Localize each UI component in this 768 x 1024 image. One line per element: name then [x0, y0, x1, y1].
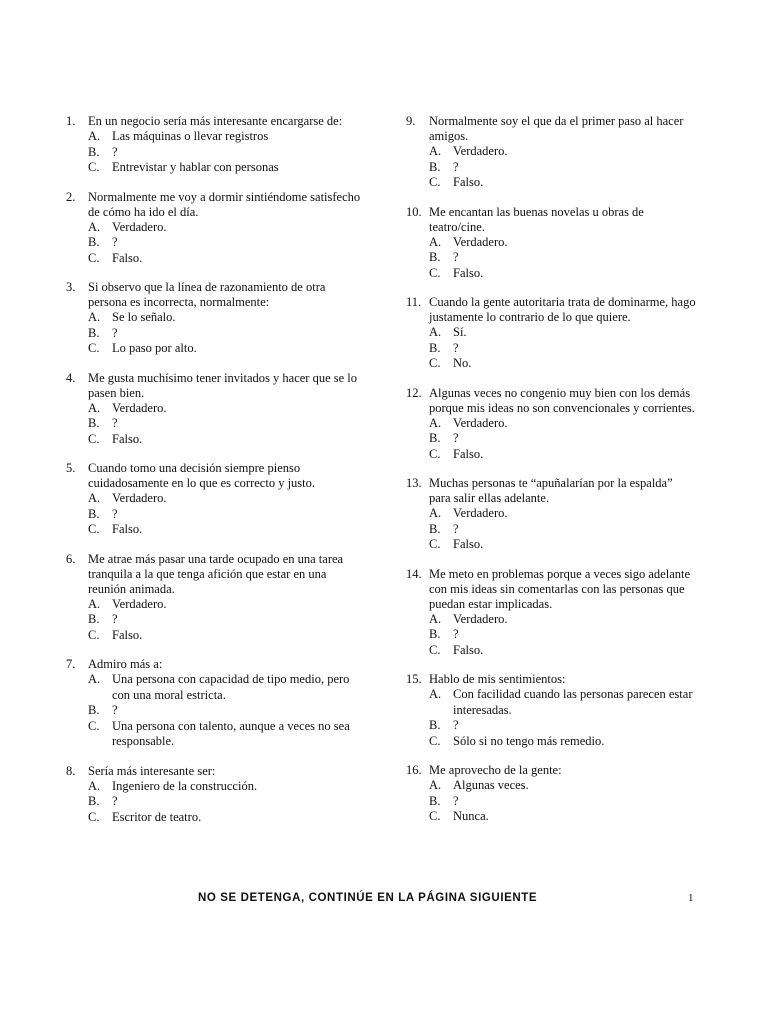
option-letter: A. — [88, 129, 101, 143]
option-text: Una persona con talento, aunque a veces no sea responsable. — [112, 718, 350, 748]
question-stem — [66, 552, 366, 597]
answer-option — [88, 810, 366, 826]
question-number: 16. — [406, 763, 422, 777]
answer-option — [88, 597, 366, 613]
option-letter: B. — [88, 144, 100, 159]
answer-option — [429, 794, 696, 810]
question-number: 3. — [66, 280, 76, 294]
option-text: Verdadero. — [112, 491, 167, 505]
option-text: Falso. — [453, 642, 484, 657]
question-item — [66, 280, 366, 357]
question-item — [66, 764, 366, 826]
option-letter: B. — [88, 325, 100, 340]
question-item — [406, 672, 696, 749]
option-text: No. — [453, 356, 472, 370]
questions-right-column — [406, 114, 696, 839]
option-text: Falso. — [453, 175, 484, 189]
question-number: 12. — [406, 385, 422, 400]
option-text: ? — [453, 431, 459, 445]
option-letter: B. — [429, 340, 441, 355]
option-letter: A. — [429, 325, 442, 339]
option-text: Las máquinas o llevar registros — [112, 129, 269, 143]
question-stem — [406, 763, 696, 778]
answer-option — [88, 794, 366, 810]
option-letter: A. — [429, 687, 442, 701]
answer-option — [88, 612, 366, 628]
answer-option — [88, 628, 366, 644]
option-text: ? — [112, 325, 118, 340]
answer-option — [88, 703, 366, 719]
option-letter: C. — [88, 627, 100, 642]
option-text: Ingeniero de la construcción. — [112, 778, 258, 793]
answer-option — [88, 779, 366, 795]
option-letter: B. — [429, 521, 441, 536]
option-text: Lo paso por alto. — [112, 341, 197, 355]
option-text: Falso. — [453, 446, 484, 461]
option-text: ? — [112, 794, 118, 808]
question-number: 9. — [406, 114, 416, 128]
question-stem — [406, 386, 696, 416]
option-letter: B. — [88, 612, 100, 626]
answer-option — [429, 325, 696, 341]
question-stem — [406, 205, 696, 235]
question-item — [406, 476, 696, 553]
option-text: Falso. — [112, 627, 143, 642]
question-text: En un negocio sería más interesante encargarse de: — [88, 114, 343, 128]
question-item — [66, 552, 366, 644]
option-letter: A. — [429, 144, 442, 158]
answer-option — [429, 175, 696, 191]
question-number: 14. — [406, 566, 422, 581]
question-stem — [66, 461, 366, 491]
option-text: Verdadero. — [453, 234, 508, 249]
question-item — [406, 567, 696, 659]
question-stem — [406, 672, 696, 687]
option-letter: A. — [429, 415, 442, 430]
option-letter: B. — [429, 159, 441, 174]
option-text: Falso. — [453, 265, 484, 280]
option-text: ? — [453, 793, 459, 808]
option-text: ? — [453, 627, 459, 641]
answer-option — [88, 235, 366, 251]
answer-option — [429, 266, 696, 282]
option-letter: C. — [88, 431, 100, 446]
answer-option — [88, 491, 366, 507]
answer-option — [429, 643, 696, 659]
answer-option — [429, 809, 696, 825]
question-stem — [66, 114, 366, 129]
option-text: ? — [453, 521, 459, 536]
answer-option — [429, 718, 696, 734]
answer-option — [429, 447, 696, 463]
option-text: Verdadero. — [112, 400, 167, 415]
question-number: 13. — [406, 476, 422, 490]
option-text: Algunas veces. — [453, 778, 529, 792]
question-stem — [66, 280, 366, 310]
option-text: Con facilidad cuando las personas parecen estar interesadas. — [453, 687, 693, 717]
option-letter: C. — [429, 537, 441, 551]
question-number: 1. — [66, 114, 76, 128]
question-item — [66, 461, 366, 538]
option-letter: A. — [88, 596, 101, 611]
option-letter: B. — [88, 506, 100, 521]
question-item — [66, 657, 366, 750]
option-letter: A. — [88, 778, 101, 793]
question-item — [66, 190, 366, 267]
option-letter: C. — [88, 809, 100, 824]
option-letter: B. — [429, 627, 441, 641]
question-stem — [406, 567, 696, 612]
question-item — [406, 763, 696, 825]
answer-option — [88, 522, 366, 538]
option-text: ? — [112, 235, 118, 249]
question-text: Me aprovecho de la gente: — [429, 763, 562, 777]
question-text: Normalmente me voy a dormir sintiéndome satisfecho de cómo ha ido el día. — [88, 189, 361, 219]
answer-option — [429, 144, 696, 160]
option-letter: C. — [88, 522, 100, 536]
option-letter: C. — [429, 809, 441, 823]
option-text: ? — [453, 250, 459, 264]
question-stem — [406, 114, 696, 144]
answer-option — [429, 537, 696, 553]
option-text: Verdadero. — [453, 506, 508, 520]
answer-option — [88, 672, 366, 703]
answer-option — [429, 160, 696, 176]
question-number: 10. — [406, 204, 422, 219]
answer-option — [429, 431, 696, 447]
question-number: 6. — [66, 551, 76, 566]
answer-option — [88, 129, 366, 145]
option-letter: C. — [429, 265, 441, 280]
option-text: Verdadero. — [453, 415, 508, 430]
answer-option — [88, 432, 366, 448]
option-letter: C. — [429, 642, 441, 657]
option-letter: A. — [429, 611, 442, 626]
answer-option — [88, 719, 366, 750]
answer-option — [88, 310, 366, 326]
question-item — [406, 386, 696, 463]
question-text: Muchas personas te “apuñalarían por la espalda” para salir ellas adelante. — [429, 476, 673, 505]
option-letter: B. — [429, 250, 441, 264]
option-text: ? — [112, 416, 118, 430]
option-letter: C. — [88, 160, 100, 174]
answer-option — [429, 416, 696, 432]
option-letter: A. — [88, 491, 101, 505]
option-text: ? — [453, 340, 459, 355]
question-item — [406, 114, 696, 191]
question-number: 4. — [66, 370, 76, 385]
option-text: ? — [453, 718, 459, 732]
option-letter: C. — [88, 250, 100, 265]
question-text: Me gusta muchísimo tener invitados y hacer que se lo pasen bien. — [88, 370, 358, 400]
option-text: Verdadero. — [453, 144, 508, 158]
answer-option — [429, 778, 696, 794]
option-letter: B. — [88, 703, 100, 717]
answer-option — [429, 250, 696, 266]
answer-option — [429, 235, 696, 251]
answer-option — [429, 627, 696, 643]
option-letter: C. — [88, 718, 100, 733]
option-letter: B. — [88, 235, 100, 249]
option-text: Falso. — [112, 250, 143, 265]
option-letter: A. — [88, 310, 101, 324]
option-text: Nunca. — [453, 809, 489, 823]
question-item — [66, 371, 366, 448]
option-letter: A. — [88, 219, 101, 234]
answer-option — [88, 220, 366, 236]
option-letter: C. — [429, 356, 441, 370]
answer-option — [88, 326, 366, 342]
option-text: ? — [112, 506, 118, 521]
option-letter: A. — [429, 234, 442, 249]
option-text: Se lo señalo. — [112, 310, 176, 324]
question-text: Sería más interesante ser: — [88, 763, 216, 778]
answer-option — [429, 612, 696, 628]
option-text: Sólo si no tengo más remedio. — [453, 733, 605, 748]
answer-option — [88, 401, 366, 417]
option-text: Verdadero. — [112, 596, 167, 611]
question-number: 5. — [66, 461, 76, 475]
answer-option — [88, 251, 366, 267]
question-text: Hablo de mis sentimientos: — [429, 672, 566, 686]
answer-option — [88, 507, 366, 523]
option-letter: B. — [429, 718, 441, 732]
option-letter: C. — [88, 341, 100, 355]
question-number: 2. — [66, 189, 76, 204]
question-text: Me encantan las buenas novelas u obras de teatro/cine. — [429, 204, 644, 234]
question-stem — [66, 764, 366, 779]
option-text: Falso. — [112, 431, 143, 446]
answer-option — [88, 160, 366, 176]
question-text: Algunas veces no congenio muy bien con los demás porque mis ideas no son convencionales y corrientes. — [429, 385, 695, 415]
option-letter: A. — [88, 400, 101, 415]
question-text: Admiro más a: — [88, 657, 163, 671]
answer-option — [429, 522, 696, 538]
option-letter: C. — [429, 175, 441, 189]
question-text: Normalmente soy el que da el primer paso al hacer amigos. — [429, 114, 684, 143]
question-number: 7. — [66, 657, 76, 671]
question-text: Si observo que la línea de razonamiento de otra persona es incorrecta, normalmente: — [88, 280, 326, 309]
option-text: ? — [112, 612, 118, 626]
question-item — [66, 114, 366, 176]
option-letter: C. — [429, 446, 441, 461]
option-letter: B. — [88, 416, 100, 430]
continue-note: NO SE DETENGA, CONTINÚE EN LA PÁGINA SIGUIENTE — [198, 892, 538, 904]
question-stem — [66, 371, 366, 401]
question-text: Me meto en problemas porque a veces sigo adelante con mis ideas sin comentarlas con las personas que puedan estar implicadas. — [429, 566, 691, 611]
option-text: Falso. — [453, 537, 484, 551]
question-stem — [66, 657, 366, 672]
option-text: ? — [112, 703, 118, 717]
answer-option — [429, 734, 696, 750]
option-text: Entrevistar y hablar con personas — [112, 160, 279, 174]
question-text: Me atrae más pasar una tarde ocupado en una tarea tranquila a la que tenga afición que estar en una reunión animada. — [88, 551, 344, 596]
option-text: Sí. — [453, 325, 467, 339]
option-letter: A. — [429, 778, 442, 792]
question-stem — [406, 476, 696, 506]
answer-option — [429, 341, 696, 357]
option-letter: A. — [88, 672, 101, 686]
question-item — [406, 295, 696, 372]
question-text: Cuando tomo una decisión siempre pienso cuidadosamente en lo que es correcto y justo. — [88, 461, 316, 490]
option-text: Escritor de teatro. — [112, 809, 202, 824]
answer-option — [429, 687, 696, 718]
option-text: ? — [112, 144, 118, 159]
option-text: Verdadero. — [453, 611, 508, 626]
question-stem — [66, 190, 366, 220]
questions-left-column — [66, 114, 366, 839]
answer-option — [88, 145, 366, 161]
option-letter: B. — [88, 794, 100, 808]
option-text: Una persona con capacidad de tipo medio, pero con una moral estricta. — [112, 672, 350, 702]
question-stem — [406, 295, 696, 325]
option-letter: B. — [429, 793, 441, 808]
page-number: 1 — [688, 892, 694, 904]
option-letter: C. — [429, 733, 441, 748]
question-text: Cuando la gente autoritaria trata de dominarme, hago justamente lo contrario de lo que quiere. — [429, 295, 696, 324]
question-number: 15. — [406, 672, 422, 686]
option-text: Falso. — [112, 522, 143, 536]
option-text: ? — [453, 159, 459, 174]
question-number: 8. — [66, 763, 76, 778]
answer-option — [88, 341, 366, 357]
answer-option — [88, 416, 366, 432]
question-item — [406, 205, 696, 282]
answer-option — [429, 356, 696, 372]
option-letter: B. — [429, 431, 441, 445]
answer-option — [429, 506, 696, 522]
option-letter: A. — [429, 506, 442, 520]
question-number: 11. — [406, 295, 422, 309]
option-text: Verdadero. — [112, 219, 167, 234]
